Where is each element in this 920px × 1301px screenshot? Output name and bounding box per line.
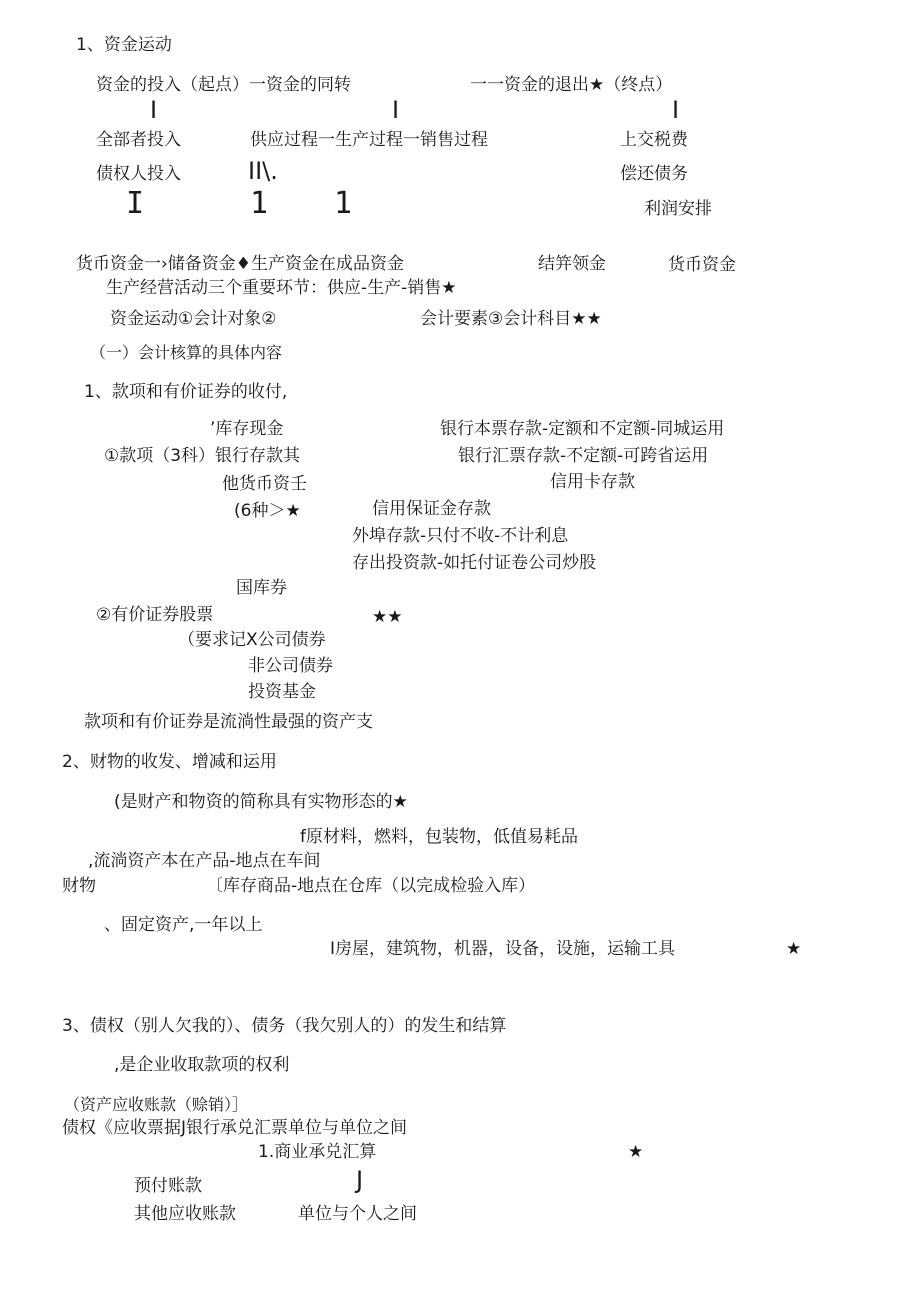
- text-three-links: 生产经营活动三个重要环节：供应-生产-销售★: [106, 278, 457, 298]
- text-process-chain: 供应过程一生产过程一销售过程: [250, 130, 488, 150]
- text-six-kinds: (6种＞★: [234, 501, 301, 521]
- text-capital-exit: 一一资金的退出★（终点）: [470, 75, 673, 95]
- marker-bar: I: [150, 96, 158, 124]
- text-profit-distribution: 利润安排: [644, 199, 712, 219]
- text-investment-deposit: 存出投资款-如托付证卷公司炒股: [352, 553, 597, 573]
- text-inventory-goods: 〔库存商品-地点在仓库（以完成检验入库）: [206, 876, 536, 896]
- text-settlement-fund: 结笄领金: [538, 254, 606, 274]
- text-buildings: I房屋，建筑物，机器，设备，设施，运输工具: [330, 939, 676, 959]
- marker-bracket: J: [356, 1166, 364, 1194]
- text-accounting-object: 资金运动①会计对象②: [110, 309, 277, 329]
- heading-claims-debts: 3、债权（别人欠我的）、债务（我欠别人的）的发生和结算: [62, 1016, 507, 1036]
- heading-receipts-payments: 1、款项和有价证券的收付,: [84, 382, 288, 402]
- label-property: 财物: [62, 876, 96, 896]
- text-other-receivables: 其他应收账款: [134, 1204, 236, 1224]
- text-current-assets: ,流淌资产本在产品-地点在车间: [88, 851, 321, 871]
- text-unit-to-individual: 单位与个人之间: [298, 1204, 417, 1224]
- text-fund-cycle: 货币资金一›储备资金♦生产资金在成品资金: [76, 254, 405, 274]
- text-remote-deposit: 外埠存款-只付不收-不计利息: [352, 526, 569, 546]
- text-cashier-cheque: 银行本票存款-定额和不定额-同城运用: [440, 419, 725, 439]
- text-cash-on-hand: ’库存现金: [210, 419, 284, 439]
- subheading-content: （一）会计核算的具体内容: [90, 343, 283, 362]
- heading-property: 2、财物的收发、增减和运用: [62, 752, 277, 772]
- text-creditor-input: 债权人投入: [96, 164, 181, 184]
- marker-bar: 1: [334, 186, 353, 221]
- star-mark: ★★: [372, 607, 403, 627]
- text-funds-bank-deposit: ①款项（3科）银行存款其: [104, 446, 301, 466]
- text-non-corporate-bond: 非公司债券: [248, 656, 333, 676]
- text-securities-stock: ②有价证券股票: [96, 605, 214, 625]
- text-treasury-bond: 国库券: [236, 578, 287, 598]
- marker-bar: 1: [250, 186, 269, 221]
- marker-arrows: II\.: [248, 157, 278, 185]
- text-repay-debt: 偿还债务: [620, 164, 688, 184]
- heading-capital-movement: 1、资金运动: [76, 35, 172, 55]
- text-lc-deposit: 信用保证金存款: [372, 499, 491, 519]
- marker-bar: I: [392, 96, 400, 124]
- marker-bar: I: [672, 96, 680, 124]
- text-corporate-bond: （要求记X公司债券: [178, 630, 326, 650]
- text-bank-draft: 银行汇票存款-不定额-可跨省运用: [458, 446, 709, 466]
- text-liquidity-note: 款项和有价证券是流淌性最强的资产支: [84, 712, 373, 732]
- text-other-monetary: 他货币资壬: [222, 474, 307, 494]
- text-accounts-receivable: （资产应收账款（赊销）］: [64, 1095, 249, 1114]
- text-pay-taxes: 上交税费: [620, 130, 688, 150]
- text-monetary-fund: 货币资金: [668, 255, 736, 275]
- text-accounting-elements: 会计要素③会计科目★★: [420, 309, 602, 329]
- text-investment-fund: 投资基金: [248, 682, 316, 702]
- text-raw-materials: f原材料，燃料，包装物，低值易耗品: [300, 827, 578, 847]
- text-property-definition: (是财产和物资的简称具有实物形态的★: [114, 792, 408, 812]
- marker-bar: I: [126, 186, 145, 221]
- text-capital-input: 资金的投入（起点）一资金的同转: [96, 75, 351, 95]
- star-mark: ★: [628, 1142, 644, 1162]
- star-mark: ★: [786, 939, 802, 959]
- text-fixed-assets: 、固定资产,一年以上: [104, 915, 263, 935]
- text-notes-receivable: 债权《应收票据J银行承兑汇票单位与单位之间: [62, 1118, 408, 1138]
- text-prepayments: 预付账款: [134, 1176, 202, 1196]
- text-commercial-bill: 1.商业承兑汇算: [258, 1142, 377, 1162]
- text-owner-input: 全部者投入: [96, 130, 181, 150]
- text-claim-definition: ,是企业收取款项的权利: [114, 1055, 290, 1075]
- text-credit-card: 信用卡存款: [550, 472, 635, 492]
